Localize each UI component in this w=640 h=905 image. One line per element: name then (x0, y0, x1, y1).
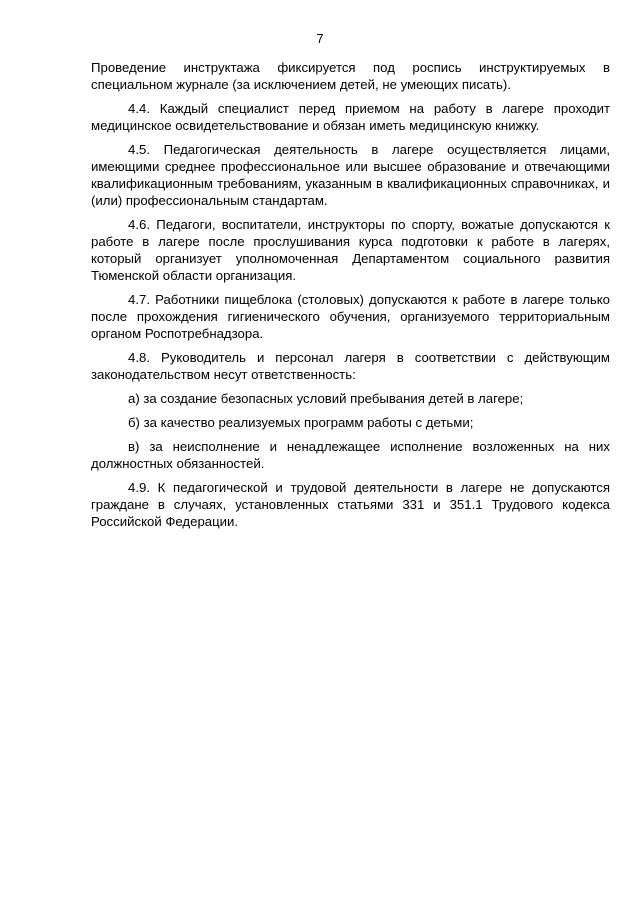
list-item-a: а) за создание безопасных условий пребывания детей в лагере; (128, 391, 524, 406)
paragraph-4-5: 4.5. Педагогическая деятельность в лагере осуществляется лицами, имеющими среднее профессиональное или высшее образование и отвечающими квалификационным требованиям, указанным в квалификационных справочниках, и (или) профессиональным стандартам. (91, 142, 610, 208)
paragraph-4-6: 4.6. Педагоги, воспитатели, инструкторы по спорту, вожатые допускаются к работе в лагере после прослушивания курса подготовки к работе в лагерях, который организует уполномоченная Департаментом социального развития Тюменской области организация. (91, 217, 610, 283)
list-item-b: б) за качество реализуемых программ работы с детьми; (128, 415, 474, 430)
paragraph-4-7: 4.7. Работники пищеблока (столовых) допускаются к работе в лагере только после прохождения гигиенического обучения, организуемого территориальным органом Роспотребнадзора. (91, 292, 610, 341)
paragraph-4-9: 4.9. К педагогической и трудовой деятельности в лагере не допускаются граждане в случаях, установленных статьями 331 и 351.1 Трудового кодекса Российской Федерации. (91, 480, 610, 529)
paragraph-4-8: 4.8. Руководитель и персонал лагеря в соответствии с действующим законодательством несут ответственность: (91, 350, 610, 382)
document-body (91, 59, 610, 537)
page-number: 7 (316, 31, 324, 46)
paragraph-instruction-record: Проведение инструктажа фиксируется под роспись инструктируемых в специальном журнале (за исключением детей, не умеющих писать). (91, 60, 610, 92)
paragraph-4-4: 4.4. Каждый специалист перед приемом на работу в лагере проходит медицинское освидетельствование и обязан иметь медицинскую книжку. (91, 101, 610, 133)
list-item-v: в) за неисполнение и ненадлежащее исполнение возложенных на них должностных обязанностей. (91, 439, 610, 471)
